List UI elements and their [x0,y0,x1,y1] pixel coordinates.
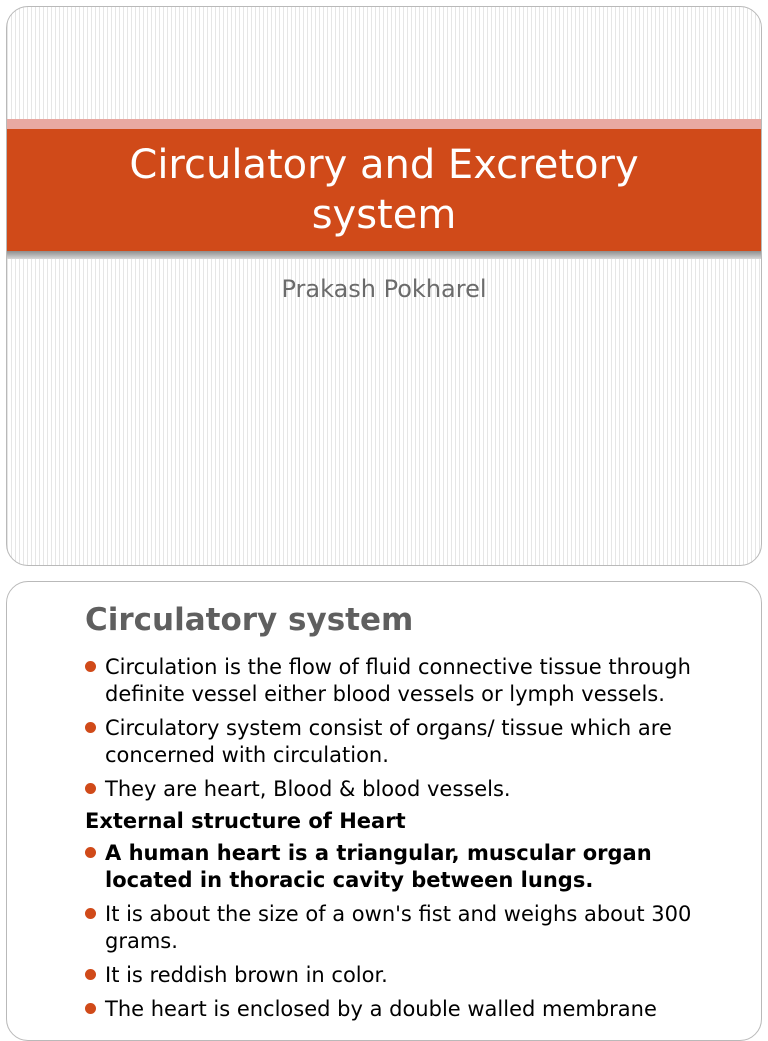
bullet-text: It is about the size of a own's fist and weighs about 300 grams. [105,902,692,953]
bullet-dot-icon [85,722,96,733]
slide-heading: Circulatory system [85,602,414,638]
bullet-text: A human heart is a triangular, muscular organ located in thoracic cavity between lungs. [105,841,652,892]
title-bar-accent [7,119,761,129]
bullet-item [85,996,725,1023]
bullet-item [85,776,725,803]
bullet-dot-icon [85,908,96,919]
title-slide [6,6,762,566]
bullet-dot-icon [85,783,96,794]
title-bar [7,129,761,251]
bullet-item [85,901,725,955]
bullet-text: The heart is enclosed by a double walled membrane [105,997,657,1021]
bullet-text: Circulation is the flow of fluid connective tissue through definite vessel either blood vessels or lymph vessels. [105,655,691,706]
bullet-text: They are heart, Blood & blood vessels. [105,777,511,801]
bullet-item [85,840,725,894]
bullet-dot-icon [85,969,96,980]
subheading: External structure of Heart [85,809,406,833]
bullet-item [85,962,725,989]
bullet-item [85,654,725,708]
slide-title: Circulatory and Excretory system [129,142,639,238]
title-bar-shadow [7,251,761,259]
content-slide [6,581,762,1041]
bullet-text: It is reddish brown in color. [105,963,388,987]
bullet-dot-icon [85,847,96,858]
bullet-text: Circulatory system consist of organs/ tissue which are concerned with circulation. [105,716,672,767]
slide-content [85,654,725,1030]
bullet-dot-icon [85,1003,96,1014]
slide-subtitle: Prakash Pokharel [281,275,487,303]
bullet-item [85,715,725,769]
bullet-dot-icon [85,661,96,672]
